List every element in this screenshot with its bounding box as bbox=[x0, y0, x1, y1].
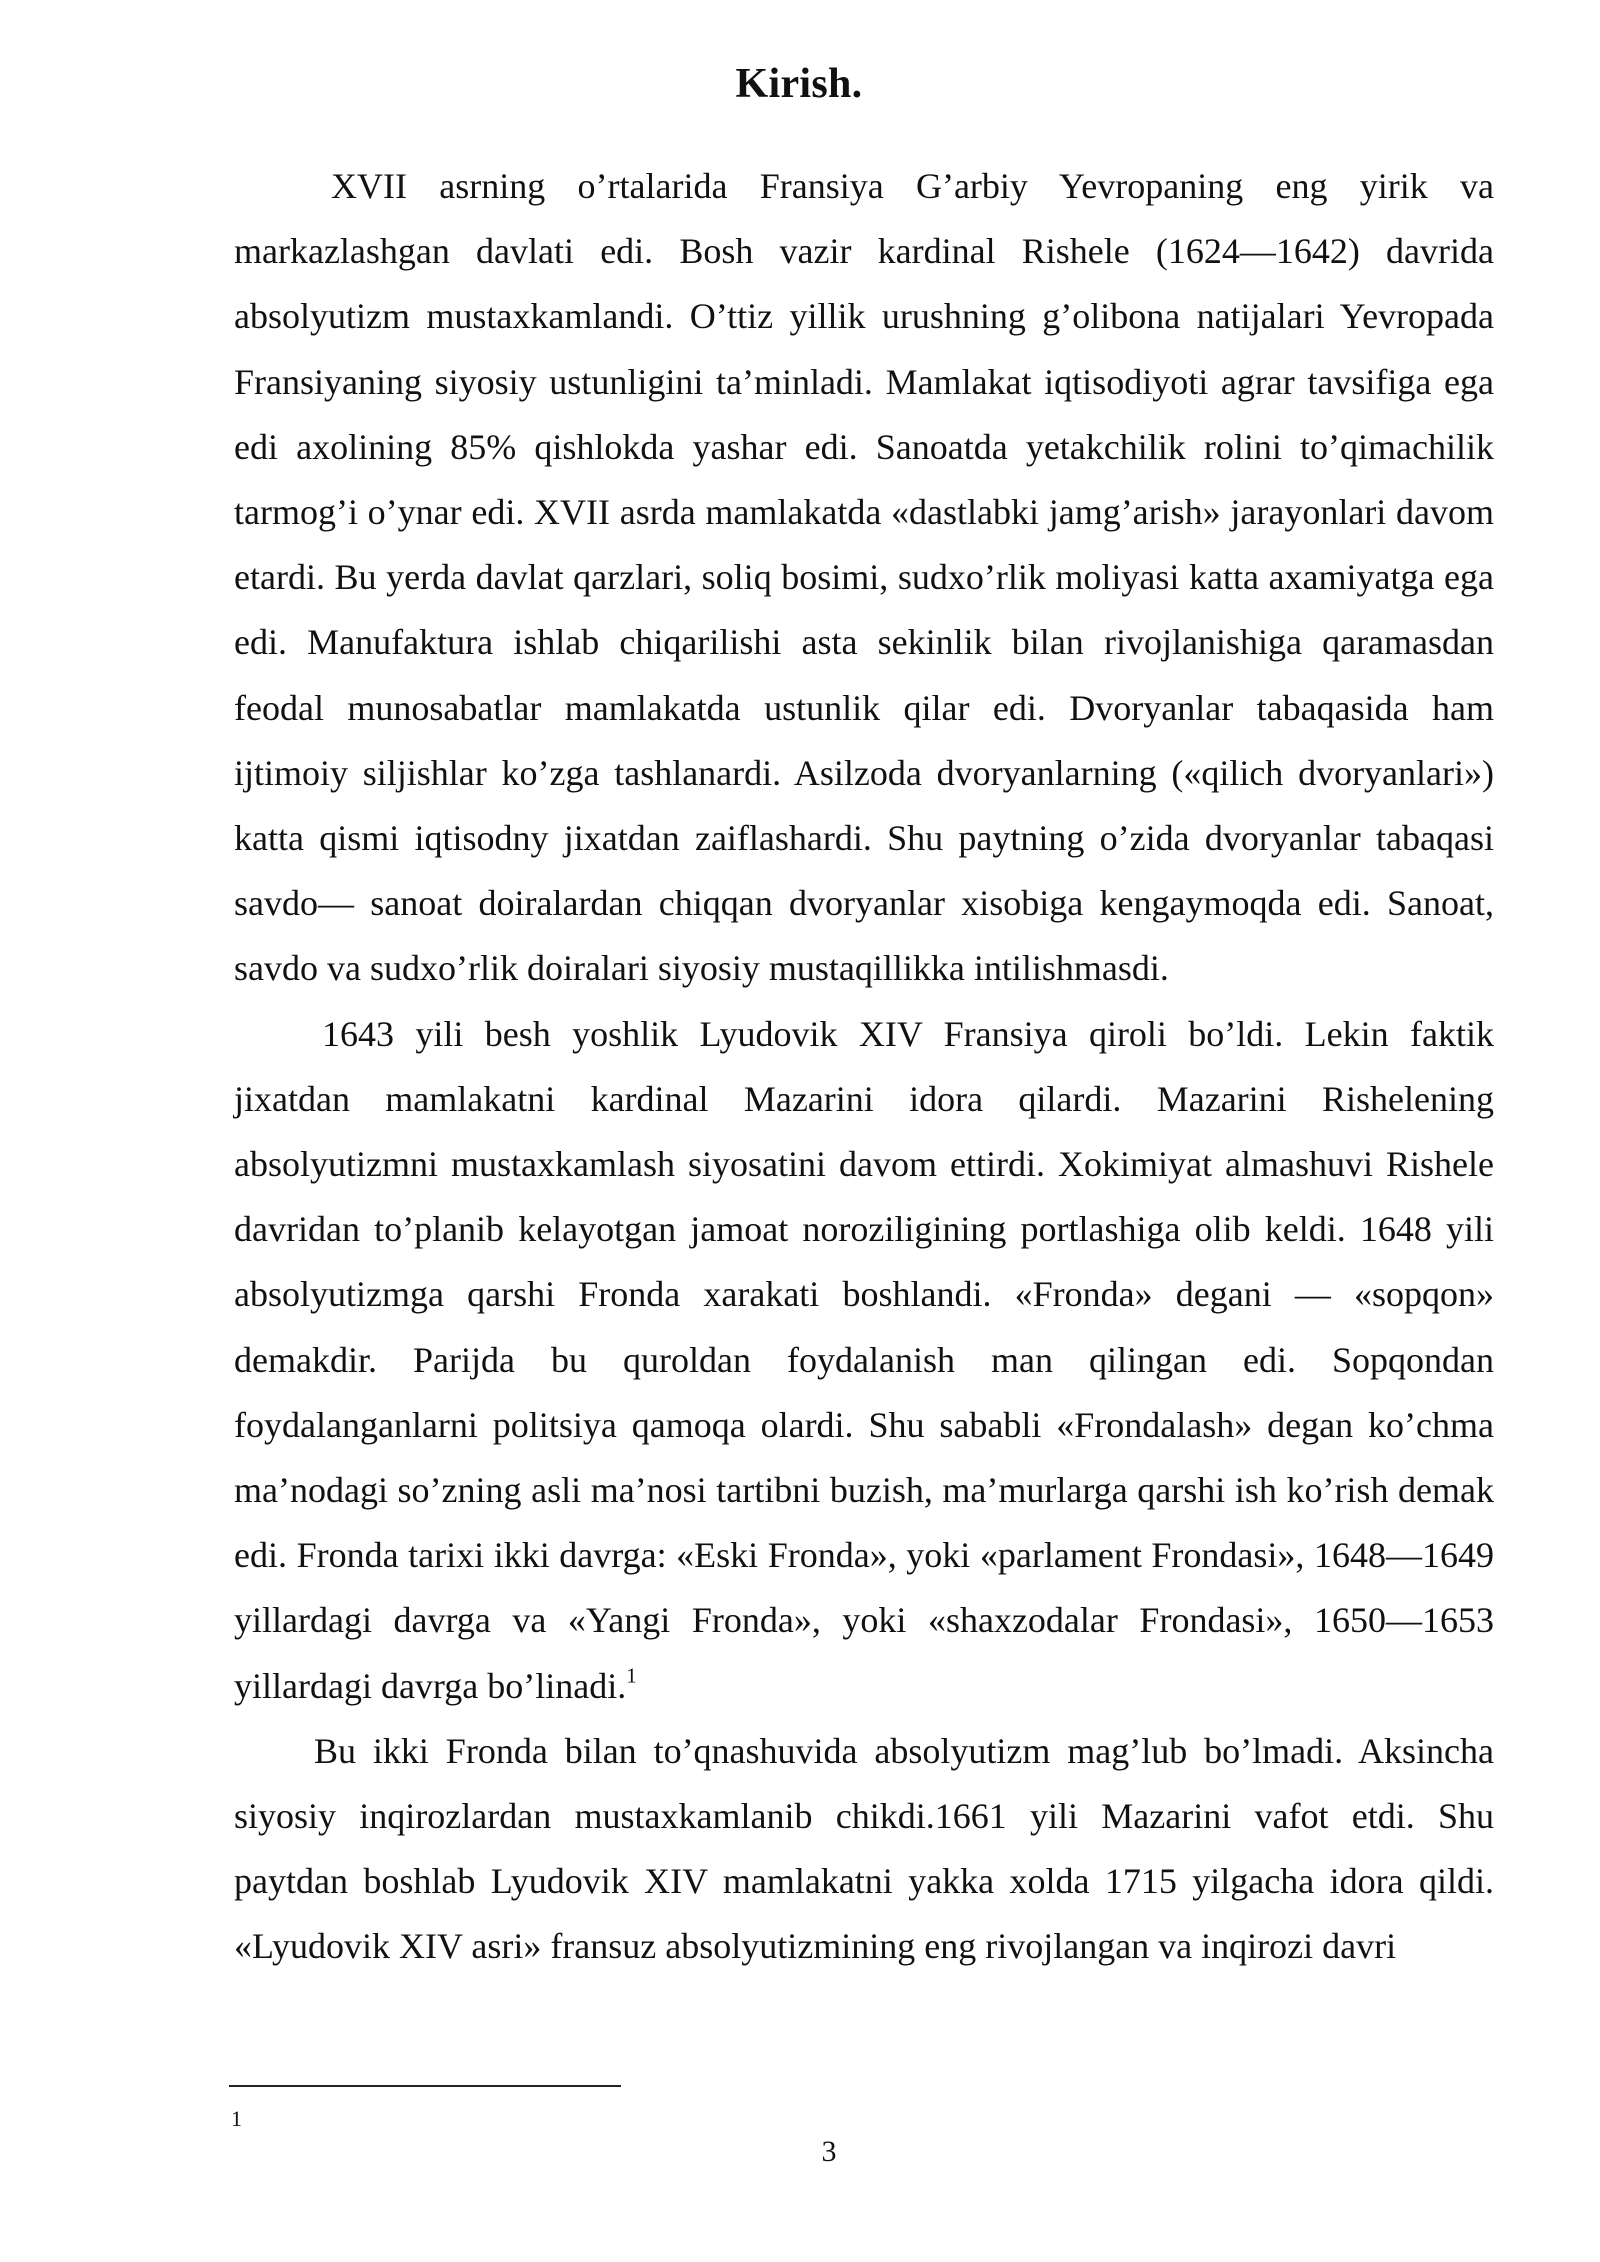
document-body bbox=[234, 154, 1494, 1980]
footnote-reference: 1 bbox=[626, 1662, 637, 1687]
paragraph-2 bbox=[234, 1002, 1494, 1719]
page-title: Kirish. bbox=[735, 61, 863, 107]
footnote-separator bbox=[229, 2085, 621, 2087]
paragraph-2-text: 1643 yili besh yoshlik Lyudovik XIV Fransiya qiroli bo’ldi. Lekin faktik jixatdan mamlakatni kardinal Mazarini idora qilardi. Mazarini Rishelening absolyutizmni mustaxkamlash siyosatini davom ettirdi. Xokimiyat almashuvi Rishele davridan to’planib kelayotgan jamoat noroziligining portlashiga olib keldi. 1648 yili absolyutizmga qarshi Fronda xarakati boshlandi. «Fronda» degani — «sopqon» demakdir. Parijda bu quroldan foydalanish man qilingan edi. Sopqondan foydalanganlarni politsiya qamoqa olardi. Shu sababli «Frondalash» degan ko’chma ma’nodagi so’zning asli ma’nosi tartibni buzish, ma’murlarga qarshi ish ko’rish demak edi. Fronda tarixi ikki davrga: «Eski Fronda», yoki «parlament Frondasi», 1648—1649 yillardagi davrga va «Yangi Fronda», yoki «shaxzodalar Frondasi», 1650—1653 yillardagi davrga bo’linadi. bbox=[234, 1013, 1494, 1706]
footnote-number: 1 bbox=[231, 2106, 242, 2131]
paragraph-3: Bu ikki Fronda bilan to’qnashuvida absolyutizm mag’lub bo’lmadi. Aksincha siyosiy inqirozlardan mustaxkamlanib chikdi.1661 yili Mazarini vafot etdi. Shu paytdan boshlab Lyudovik XIV mamlakatni yakka xolda 1715 yilgacha idora qildi. «Lyudovik XIV asri» fransuz absolyutizmining eng rivojlangan va inqirozi davri bbox=[234, 1730, 1494, 1967]
page-number: 3 bbox=[821, 2135, 837, 2168]
paragraph-1: XVII asrning o’rtalarida Fransiya G’arbiy Yevropaning eng yirik va markazlashgan davlati edi. Bosh vazir kardinal Rishele (1624—1642) davrida absolyutizm mustaxkamlandi. O’ttiz yillik urushning g’olibona natijalari Yevropada Fransiyaning siyosiy ustunligini ta’minladi. Mamlakat iqtisodiyoti agrar tavsifiga ega edi axolining 85% qishlokda yashar edi. Sanoatda yetakchilik rolini to’qimachilik tarmog’i o’ynar edi. XVII asrda mamlakatda «dastlabki jamg’arish» jarayonlari davom etardi. Bu yerda davlat qarzlari, soliq bosimi, sudxo’rlik moliyasi katta axamiyatga ega edi. Manufaktura ishlab chiqarilishi asta sekinlik bilan rivojlanishiga qaramasdan feodal munosabatlar mamlakatda ustunlik qilar edi. Dvoryanlar tabaqasida ham ijtimoiy siljishlar ko’zga tashlanardi. Asilzoda dvoryanlarning («qilich dvoryanlari») katta qismi iqtisodny jixatdan zaiflashardi. Shu paytning o’zida dvoryanlar tabaqasi savdo— sanoat doiralardan chiqqan dvoryanlar xisobiga kengaymoqda edi. Sanoat, savdo va sudxo’rlik doiralari siyosiy mustaqillikka intilishmasdi. bbox=[234, 166, 1494, 989]
